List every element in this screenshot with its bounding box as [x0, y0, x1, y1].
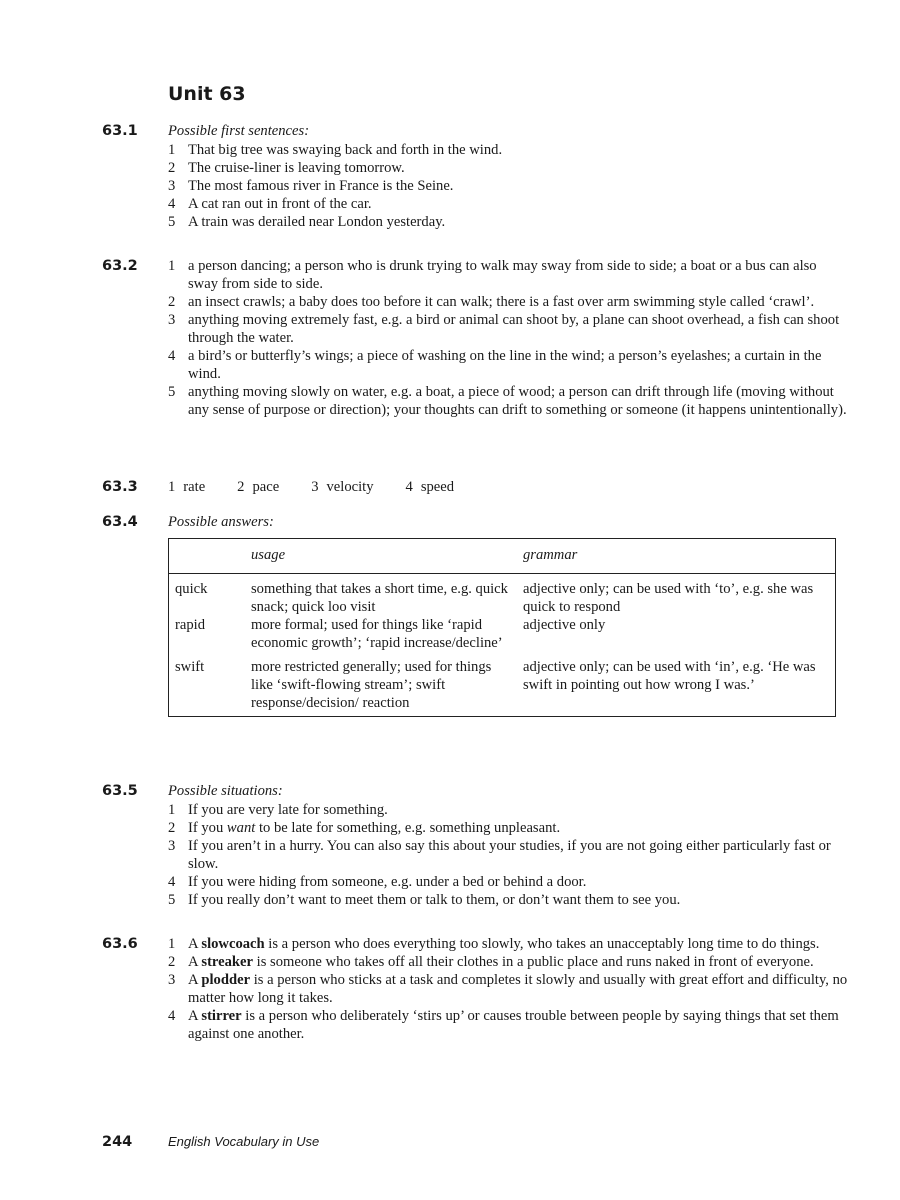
item-text: If you aren’t in a hurry. You can also say this about your studies, if you are not going either particularly fast or slow.	[188, 838, 831, 872]
list-item	[168, 1007, 848, 1043]
item-number: 2	[168, 160, 176, 176]
section-number: 63.1	[102, 123, 138, 139]
item-number: 1	[168, 142, 176, 158]
item-text: velocity	[326, 479, 374, 495]
section-number: 63.3	[102, 479, 138, 495]
list-item	[168, 383, 848, 419]
cell-word: swift	[175, 659, 205, 675]
item-text-start: A	[188, 1008, 202, 1024]
section-intro: Possible first sentences:	[168, 123, 310, 139]
item-number: 3	[168, 312, 176, 328]
list-item	[168, 141, 848, 159]
list-item	[168, 953, 848, 971]
answer-pair	[311, 478, 373, 496]
section-number: 63.5	[102, 783, 138, 799]
item-number: 4	[168, 1008, 176, 1024]
cell-usage: more restricted generally; used for things like ‘swift-flowing stream’; swift response/decision/ reaction	[251, 659, 492, 711]
item-text	[188, 1007, 848, 1043]
item-number: 2	[168, 294, 176, 310]
item-number: 5	[168, 214, 176, 230]
list-item	[168, 177, 848, 195]
item-text: rate	[183, 479, 206, 495]
item-text-start: If you	[188, 820, 227, 836]
item-text: a bird’s or butterfly’s wings; a piece of washing on the line in the wind; a person’s eyelashes; a curtain in the wind.	[188, 348, 822, 382]
item-number: 4	[168, 348, 176, 364]
term-word: slowcoach	[201, 936, 265, 952]
list-item	[168, 257, 848, 293]
section-intro: Possible situations:	[168, 783, 283, 799]
table-row	[169, 616, 836, 652]
list-item	[168, 935, 848, 953]
term-word: plodder	[201, 972, 251, 988]
cell-word: rapid	[175, 617, 205, 633]
item-text: anything moving slowly on water, e.g. a boat, a piece of wood; a person can drift through life (moving without any sense of purpose or direction); your thoughts can drift to something or someone (it happens unintentionally).	[188, 384, 847, 418]
item-number: 3	[311, 479, 319, 495]
item-text: speed	[420, 479, 455, 495]
item-number: 5	[168, 384, 176, 400]
item-text: A train was derailed near London yesterday.	[188, 214, 446, 230]
list-item	[168, 213, 848, 231]
section-number: 63.6	[102, 936, 138, 952]
item-number: 1	[168, 258, 176, 274]
item-text-end: to be late for something, e.g. something unpleasant.	[255, 820, 561, 836]
list-item	[168, 873, 848, 891]
item-text	[188, 819, 848, 837]
cell-usage: something that takes a short time, e.g. quick snack; quick loo visit	[251, 581, 508, 615]
cell-grammar: adjective only; can be used with ‘to’, e.g. she was quick to respond	[523, 581, 814, 615]
header-usage: usage	[245, 539, 517, 574]
section-intro: Possible answers:	[168, 514, 274, 530]
item-text: A cat ran out in front of the car.	[188, 196, 372, 212]
item-text	[188, 935, 848, 953]
list-item	[168, 801, 848, 819]
item-text-end: is someone who takes off all their clothes in a public place and runs naked in front of everyone.	[253, 954, 814, 970]
item-text	[188, 953, 848, 971]
item-text-end: is a person who does everything too slowly, who takes an unacceptably long time to do things.	[264, 936, 820, 952]
page-number: 244	[102, 1134, 133, 1150]
list-item	[168, 971, 848, 1007]
cell-grammar: adjective only	[523, 617, 606, 633]
book-title: English Vocabulary in Use	[168, 1134, 320, 1149]
section-number: 63.4	[102, 514, 138, 530]
list-item	[168, 311, 848, 347]
table-row	[169, 574, 836, 617]
item-number: 3	[168, 178, 176, 194]
page-footer	[102, 1133, 319, 1151]
item-text: If you are very late for something.	[188, 802, 388, 818]
cell-usage: more formal; used for things like ‘rapid economic growth’; ‘rapid increase/decline’	[251, 617, 503, 651]
list-item	[168, 891, 848, 909]
item-number: 4	[168, 196, 176, 212]
item-number: 5	[168, 892, 176, 908]
item-text-start: A	[188, 936, 202, 952]
cell-word: quick	[175, 581, 208, 597]
cell-grammar: adjective only; can be used with ‘in’, e.g. ‘He was swift in pointing out how wrong I was.’	[523, 659, 816, 693]
section-number: 63.2	[102, 258, 138, 274]
term-word: stirrer	[201, 1008, 242, 1024]
item-number: 4	[405, 479, 413, 495]
list-item	[168, 159, 848, 177]
item-number: 2	[168, 820, 176, 836]
item-text	[188, 971, 848, 1007]
emphasis-word: want	[226, 820, 256, 836]
item-text-end: is a person who sticks at a task and completes it slowly and usually with great effort and difficulty, no matter how long it takes.	[188, 972, 848, 1006]
header-word	[169, 539, 246, 574]
list-item	[168, 347, 848, 383]
list-item	[168, 293, 848, 311]
unit-title: Unit 63	[168, 83, 246, 105]
table-header-row	[169, 539, 836, 574]
item-text: pace	[252, 479, 280, 495]
item-number: 1	[168, 479, 176, 495]
answer-pair	[168, 478, 205, 496]
item-text-end: is a person who deliberately ‘stirs up’ or causes trouble between people by saying things that set them against one another.	[188, 1008, 839, 1042]
item-text: anything moving extremely fast, e.g. a bird or animal can shoot by, a plane can shoot overhead, a fish can shoot through the water.	[188, 312, 840, 346]
usage-table	[168, 538, 836, 717]
list-item	[168, 195, 848, 213]
header-grammar: grammar	[517, 539, 836, 574]
item-text: The most famous river in France is the Seine.	[188, 178, 454, 194]
item-text: If you were hiding from someone, e.g. under a bed or behind a door.	[188, 874, 587, 890]
item-text-start: A	[188, 954, 202, 970]
item-text: The cruise-liner is leaving tomorrow.	[188, 160, 405, 176]
item-text: If you really don’t want to meet them or talk to them, or don’t want them to see you.	[188, 892, 681, 908]
item-number: 1	[168, 802, 176, 818]
item-text: an insect crawls; a baby does too before it can walk; there is a fast over arm swimming style called ‘crawl’.	[188, 294, 815, 310]
list-item	[168, 819, 848, 837]
item-number: 3	[168, 838, 176, 854]
item-text: a person dancing; a person who is drunk trying to walk may sway from side to side; a boat or a bus can also sway from side to side.	[188, 258, 817, 292]
item-number: 3	[168, 972, 176, 988]
answer-pair	[406, 478, 455, 496]
item-number: 2	[168, 954, 176, 970]
item-number: 1	[168, 936, 176, 952]
item-number: 4	[168, 874, 176, 890]
item-number: 2	[237, 479, 245, 495]
list-item	[168, 837, 848, 873]
item-text: That big tree was swaying back and forth in the wind.	[188, 142, 503, 158]
table-row	[169, 652, 836, 717]
term-word: streaker	[201, 954, 253, 970]
item-text-start: A	[188, 972, 202, 988]
answer-pair	[237, 478, 279, 496]
answer-row	[168, 478, 848, 496]
